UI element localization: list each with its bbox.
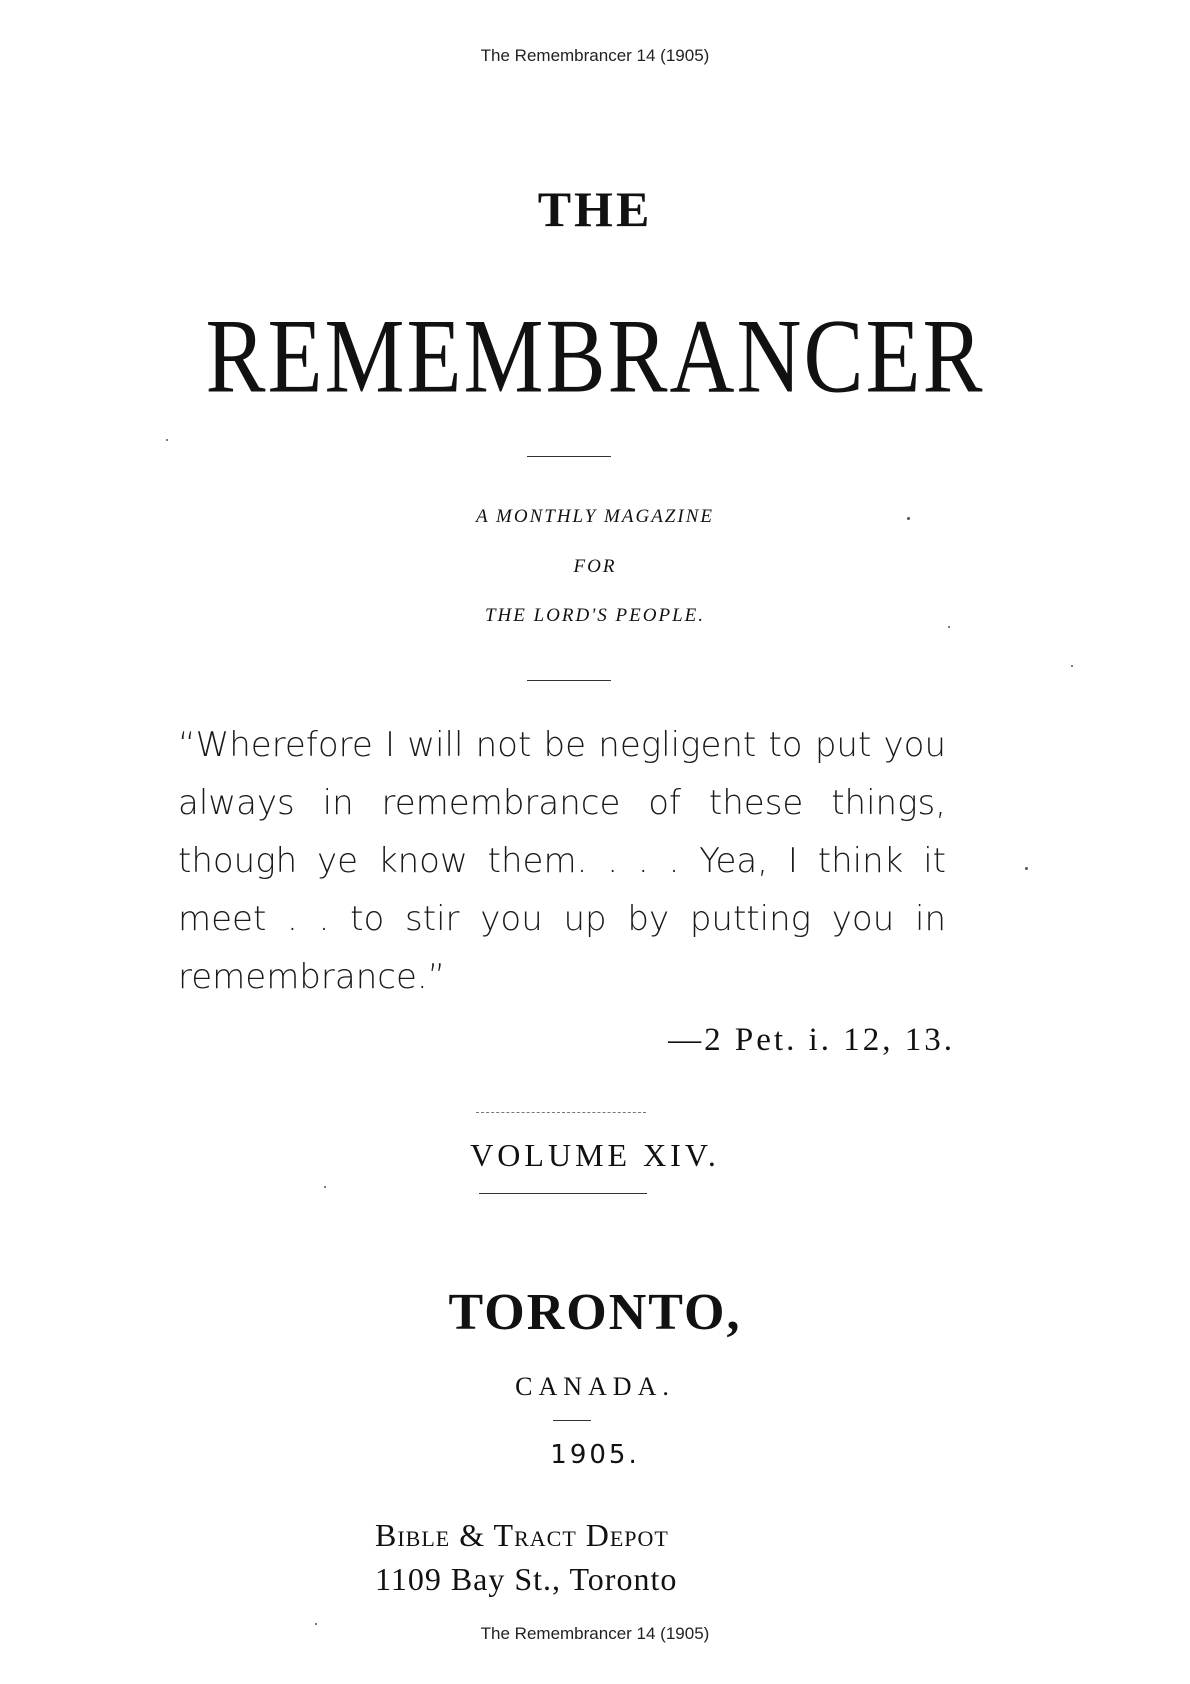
volume-divider-bottom xyxy=(479,1193,647,1194)
volume-divider-top xyxy=(476,1112,646,1113)
volume-number: VOLUME XIV. xyxy=(470,1137,720,1173)
epigraph-quote: “Wherefore I will not be negligent to put you always in remembrance of these things, though ye know them. . . . Yea, I think it meet . . to stir you up by putting you in remembrance.” xyxy=(178,725,946,997)
title-divider xyxy=(527,456,611,457)
publisher-address: 1109 Bay St., Toronto xyxy=(375,1561,678,1597)
publication-city: TORONTO, xyxy=(448,1284,742,1341)
magazine-title: REMEMBRANCER xyxy=(205,298,985,416)
epigraph-citation: —2 Pet. i. 12, 13. xyxy=(668,1022,955,1058)
publisher-name: Bible & Tract Depot xyxy=(375,1517,669,1553)
running-footer: The Remembrancer 14 (1905) xyxy=(480,1624,710,1643)
scan-speck xyxy=(166,439,168,441)
running-header: The Remembrancer 14 (1905) xyxy=(480,46,710,65)
subtitle-divider xyxy=(527,680,611,681)
publication-country: CANADA. xyxy=(515,1372,675,1401)
subtitle-line-3: THE LORD'S PEOPLE. xyxy=(484,605,706,626)
title-article: THE xyxy=(537,181,653,237)
scan-speck xyxy=(324,1186,326,1188)
subtitle-line-2: FOR xyxy=(573,556,617,577)
publication-year: 1905. xyxy=(550,1440,640,1470)
scan-speck xyxy=(907,517,910,520)
scan-speck xyxy=(1071,665,1073,667)
country-divider xyxy=(553,1420,591,1421)
scan-speck xyxy=(315,1623,317,1625)
scan-speck xyxy=(1025,867,1028,870)
scan-speck xyxy=(948,626,950,628)
subtitle-line-1: A MONTHLY MAGAZINE xyxy=(476,506,714,527)
